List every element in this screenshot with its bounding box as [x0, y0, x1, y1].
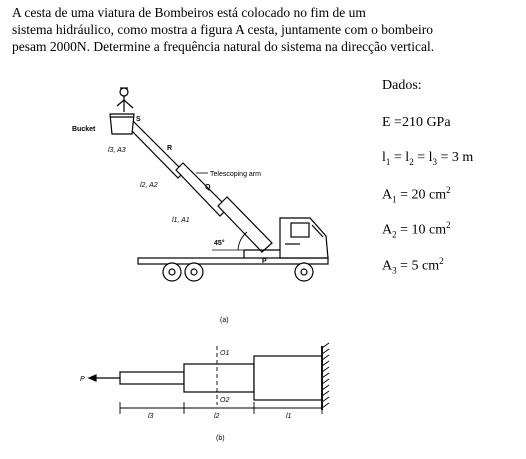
label-l2-a2: l2, A2: [140, 182, 158, 189]
problem-line-1: A cesta de uma viatura de Bombeiros está colocado no fim de um: [12, 5, 366, 20]
bucket-label: Bucket: [72, 126, 96, 133]
bar-section-3: [120, 372, 184, 384]
area-a2: $A_2 = 10$ $cm^2$: [382, 220, 451, 240]
force-label: P: [80, 376, 85, 383]
area-a3: $A_3 = 5$ $cm^2$: [382, 256, 444, 276]
given-data-title: Dados:: [382, 78, 422, 93]
problem-line-3: pesam 2000N. Determine a frequência natural do sistema na direcção vertical.: [12, 39, 435, 54]
point-q: Q: [205, 184, 211, 191]
young-modulus: E =210 GPa: [382, 115, 451, 130]
lengths-equation: $l_1 = l_2 = l_3 = 3$ m: [382, 150, 474, 167]
dim-l3: l3: [148, 413, 154, 420]
point-r: R: [167, 145, 173, 152]
caption-a: (a): [220, 317, 229, 324]
point-s: S: [136, 116, 141, 123]
problem-line-2: sistema hidráulico, como mostra a figura A cesta, juntamente com o bombeiro: [12, 22, 434, 37]
bar-section-1: [254, 356, 322, 400]
point-p: P: [262, 258, 267, 265]
telescoping-label: Telescoping arm: [210, 171, 261, 178]
axis-o1-label: O1: [220, 350, 230, 357]
dim-l2: l2: [214, 413, 220, 420]
label-l1-a1: l1, A1: [172, 217, 190, 224]
axis-o2-label: O2: [220, 397, 230, 404]
label-l3-a3: l3, A3: [108, 147, 126, 154]
dim-l1: l1: [286, 413, 292, 420]
bar-section-2: [184, 364, 254, 392]
area-a1: $A_1 = 20$ $cm^2$: [382, 185, 451, 205]
caption-b: (b): [216, 435, 225, 442]
angle-label: 45°: [214, 240, 225, 247]
force-arrowhead-icon: [89, 375, 96, 381]
wall-hatch-icon: [322, 343, 329, 408]
